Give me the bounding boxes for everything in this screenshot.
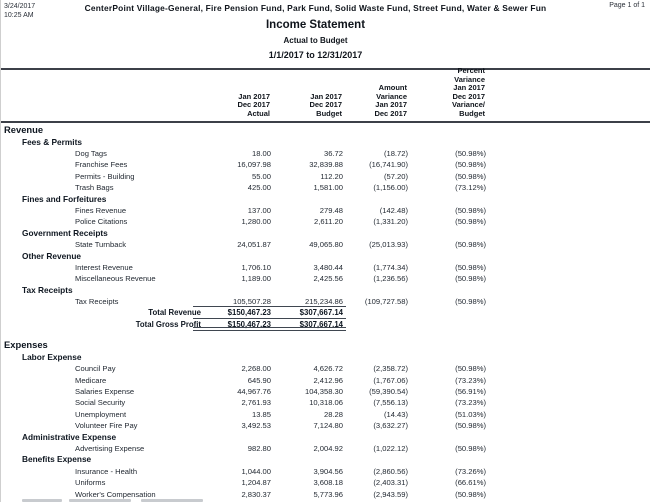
cell-actual: $150,467.23 xyxy=(227,308,271,318)
table-row xyxy=(1,477,650,488)
cell-actual: 137.00 xyxy=(247,205,271,215)
cell-percent-variance: (50.98%) xyxy=(455,421,486,431)
cell-budget: 3,608.18 xyxy=(313,478,343,488)
cell-percent-variance: (50.98%) xyxy=(455,171,486,181)
column-header-actual: Jan 2017 Dec 2017 Actual xyxy=(237,91,270,118)
cell-actual: 2,761.93 xyxy=(241,398,271,408)
row-label: Trash Bags xyxy=(75,183,114,193)
cell-amount-variance: (2,358.72) xyxy=(373,364,408,374)
row-label: Police Citations xyxy=(75,217,128,227)
cell-amount-variance: (25,013.93) xyxy=(369,240,408,250)
report-header xyxy=(1,0,650,68)
column-header-percent-variance: Percent Variance Jan 2017 Dec 2017 Variance/ Budget xyxy=(452,66,485,118)
row-label: Council Pay xyxy=(75,364,116,374)
cell-percent-variance: (73.12%) xyxy=(455,183,486,193)
cell-budget: 3,904.56 xyxy=(313,466,343,476)
table-row xyxy=(1,216,650,227)
table-row xyxy=(1,363,650,374)
cell-budget: 2,004.92 xyxy=(313,443,343,453)
row-label: Fees & Permits xyxy=(22,136,82,147)
page-number: Page 1 of 1 xyxy=(609,2,645,9)
column-header-budget: Jan 2017 Dec 2017 Budget xyxy=(309,91,342,118)
table-row xyxy=(1,397,650,408)
row-label: Worker's Compensation xyxy=(75,489,156,499)
table-row xyxy=(1,409,650,420)
cell-budget: 2,425.56 xyxy=(313,274,343,284)
row-label: Fines and Forfeitures xyxy=(22,193,107,204)
cell-actual: $150,467.23 xyxy=(227,319,271,329)
total-row xyxy=(1,319,650,330)
cell-amount-variance: (57.20) xyxy=(383,171,408,181)
cell-actual: 645.90 xyxy=(247,375,271,385)
cell-amount-variance: (3,632.27) xyxy=(373,421,408,431)
cell-budget: 10,318.06 xyxy=(309,398,343,408)
row-label: Advertising Expense xyxy=(75,443,145,453)
cell-budget: $307,667.14 xyxy=(299,308,343,318)
cell-amount-variance: (1,156.00) xyxy=(373,183,408,193)
cell-amount-variance: (59,390.54) xyxy=(369,387,408,396)
column-headers xyxy=(1,66,650,120)
cell-actual: 44,967.76 xyxy=(237,387,271,396)
cell-amount-variance: (7,556.13) xyxy=(373,398,408,408)
cell-percent-variance: (50.98%) xyxy=(455,262,486,272)
cell-budget: 215,234.86 xyxy=(304,297,343,307)
row-label: Tax Receipts xyxy=(75,297,119,307)
cell-amount-variance: (14.43) xyxy=(383,409,408,419)
cell-amount-variance: (1,767.06) xyxy=(373,375,408,385)
row-label: Revenue xyxy=(4,124,44,135)
section-heading xyxy=(1,194,650,205)
total-rule xyxy=(193,306,346,307)
cell-amount-variance: (2,860.56) xyxy=(373,466,408,476)
cell-budget: 3,480.44 xyxy=(313,262,343,272)
section-heading xyxy=(1,251,650,262)
cell-percent-variance: (50.98%) xyxy=(455,274,486,284)
column-header-amount-variance: Amount Variance Jan 2017 Dec 2017 xyxy=(374,83,407,118)
row-label: Volunteer Fire Pay xyxy=(75,421,138,431)
row-label: Dog Tags xyxy=(75,148,107,158)
cell-percent-variance: (66.61%) xyxy=(455,478,486,488)
cell-budget: 36.72 xyxy=(323,148,343,158)
section-heading xyxy=(1,352,650,363)
row-label: Other Revenue xyxy=(22,250,82,261)
cell-budget: $307,667.14 xyxy=(299,319,343,329)
cell-actual: 3,492.53 xyxy=(241,421,271,431)
cell-actual: 1,044.00 xyxy=(241,466,271,476)
cell-amount-variance: (2,403.31) xyxy=(373,478,408,488)
cell-amount-variance: (109,727.58) xyxy=(364,297,408,307)
row-label: Tax Receipts xyxy=(22,284,73,295)
row-label: Total Gross Profit xyxy=(135,319,201,329)
row-label: Interest Revenue xyxy=(75,262,133,272)
cell-percent-variance: (50.98%) xyxy=(455,148,486,158)
table-row xyxy=(1,205,650,216)
row-label: Salaries Expense xyxy=(75,387,135,396)
row-label: Social Security xyxy=(75,398,126,408)
cell-budget: 2,412.96 xyxy=(313,375,343,385)
cell-budget: 1,581.00 xyxy=(313,183,343,193)
cell-budget: 104,358.30 xyxy=(304,387,343,396)
row-label: Insurance - Health xyxy=(75,466,138,476)
cell-amount-variance: (1,331.20) xyxy=(373,217,408,227)
cell-budget: 112.20 xyxy=(320,171,343,181)
cell-amount-variance: (1,022.12) xyxy=(373,443,408,453)
cell-actual: 1,280.00 xyxy=(241,217,271,227)
cell-actual: 425.00 xyxy=(247,183,271,193)
cell-amount-variance: (16,741.90) xyxy=(369,160,408,170)
print-time: 10:25 AM xyxy=(4,12,34,19)
cell-actual: 55.00 xyxy=(251,171,271,181)
row-label: Benefits Expense xyxy=(22,454,92,465)
cell-budget: 7,124.80 xyxy=(313,421,343,431)
section-heading xyxy=(1,285,650,296)
row-label: Miscellaneous Revenue xyxy=(75,274,156,284)
cell-percent-variance: (50.98%) xyxy=(455,297,486,307)
table-row xyxy=(1,386,650,397)
table-row xyxy=(1,148,650,159)
table-row xyxy=(1,262,650,273)
report-period: 1/1/2017 to 12/31/2017 xyxy=(268,50,363,60)
row-label: Government Receipts xyxy=(22,227,108,238)
section-heading xyxy=(1,339,650,352)
cell-percent-variance: (51.03%) xyxy=(455,409,486,419)
row-label: Administrative Expense xyxy=(22,431,117,442)
cell-percent-variance: (50.98%) xyxy=(455,240,486,250)
cell-percent-variance: (50.98%) xyxy=(455,489,486,499)
cell-actual: 18.00 xyxy=(251,148,271,158)
row-label: State Turnback xyxy=(75,240,127,250)
table-row xyxy=(1,375,650,386)
total-row xyxy=(1,307,650,318)
table-row xyxy=(1,273,650,284)
header-bottom-rule xyxy=(1,121,650,123)
table-row xyxy=(1,159,650,170)
report-body xyxy=(1,124,650,500)
row-label: Uniforms xyxy=(75,478,106,488)
cell-actual: 1,189.00 xyxy=(241,274,271,284)
report-titles xyxy=(31,0,600,60)
print-date: 3/24/2017 xyxy=(4,3,36,10)
section-heading xyxy=(1,228,650,239)
row-label: Unemployment xyxy=(75,409,127,419)
cell-budget: 32,839.88 xyxy=(309,160,343,170)
spacer-row xyxy=(1,330,650,339)
cell-budget: 49,065.80 xyxy=(309,240,343,250)
row-label: Labor Expense xyxy=(22,351,82,362)
cell-actual: 1,204.87 xyxy=(241,478,271,488)
section-heading xyxy=(1,137,650,148)
section-heading xyxy=(1,432,650,443)
cell-actual: 13.85 xyxy=(251,409,271,419)
cell-budget: 5,773.96 xyxy=(313,489,343,499)
cell-percent-variance: (50.98%) xyxy=(455,160,486,170)
cell-amount-variance: (142.48) xyxy=(379,205,408,215)
cell-budget: 2,611.20 xyxy=(314,217,343,227)
cell-percent-variance: (73.23%) xyxy=(455,398,486,408)
section-heading xyxy=(1,454,650,465)
cell-amount-variance: (1,774.34) xyxy=(373,262,408,272)
cell-amount-variance: (2,943.59) xyxy=(373,489,408,499)
cell-amount-variance: (1,236.56) xyxy=(373,274,408,284)
table-row xyxy=(1,171,650,182)
table-row xyxy=(1,420,650,431)
cell-percent-variance: (50.98%) xyxy=(455,205,486,215)
cell-percent-variance: (50.98%) xyxy=(455,364,486,374)
cell-budget: 28.28 xyxy=(323,409,343,419)
table-row xyxy=(1,239,650,250)
row-label: Medicare xyxy=(75,375,107,385)
report-title: Income Statement xyxy=(265,19,366,31)
cell-percent-variance: (50.98%) xyxy=(455,443,486,453)
cell-actual: 105,507.28 xyxy=(232,297,271,307)
table-row xyxy=(1,443,650,454)
cell-actual: 982.80 xyxy=(247,443,271,453)
row-label: Fines Revenue xyxy=(75,205,127,215)
cell-budget: 4,626.72 xyxy=(313,364,343,374)
section-heading xyxy=(1,124,650,137)
row-label: Expenses xyxy=(4,339,48,351)
cell-budget: 279.48 xyxy=(319,205,343,215)
cell-actual: 2,268.00 xyxy=(241,364,271,374)
cell-actual: 2,830.37 xyxy=(241,489,271,499)
cell-actual: 16,097.98 xyxy=(237,160,271,170)
row-label: Total Revenue xyxy=(148,308,201,318)
company-name: CenterPoint Village-General, Fire Pension Fund, Park Fund, Solid Waste Fund, Street Fund, Water & Sewer Fun xyxy=(84,3,547,13)
cell-percent-variance: (73.23%) xyxy=(455,375,486,385)
cell-amount-variance: (18.72) xyxy=(383,148,408,158)
cell-actual: 24,051.87 xyxy=(237,240,271,250)
row-label: Franchise Fees xyxy=(75,160,128,170)
cell-actual: 1,706.10 xyxy=(241,262,271,272)
clipped-next-row xyxy=(1,497,650,502)
cell-percent-variance: (56.91%) xyxy=(455,387,486,396)
cell-percent-variance: (73.26%) xyxy=(455,466,486,476)
table-row xyxy=(1,466,650,477)
table-row xyxy=(1,182,650,193)
report-subtitle: Actual to Budget xyxy=(283,36,348,45)
cell-percent-variance: (50.98%) xyxy=(455,217,486,227)
row-label: Permits - Building xyxy=(75,171,135,181)
